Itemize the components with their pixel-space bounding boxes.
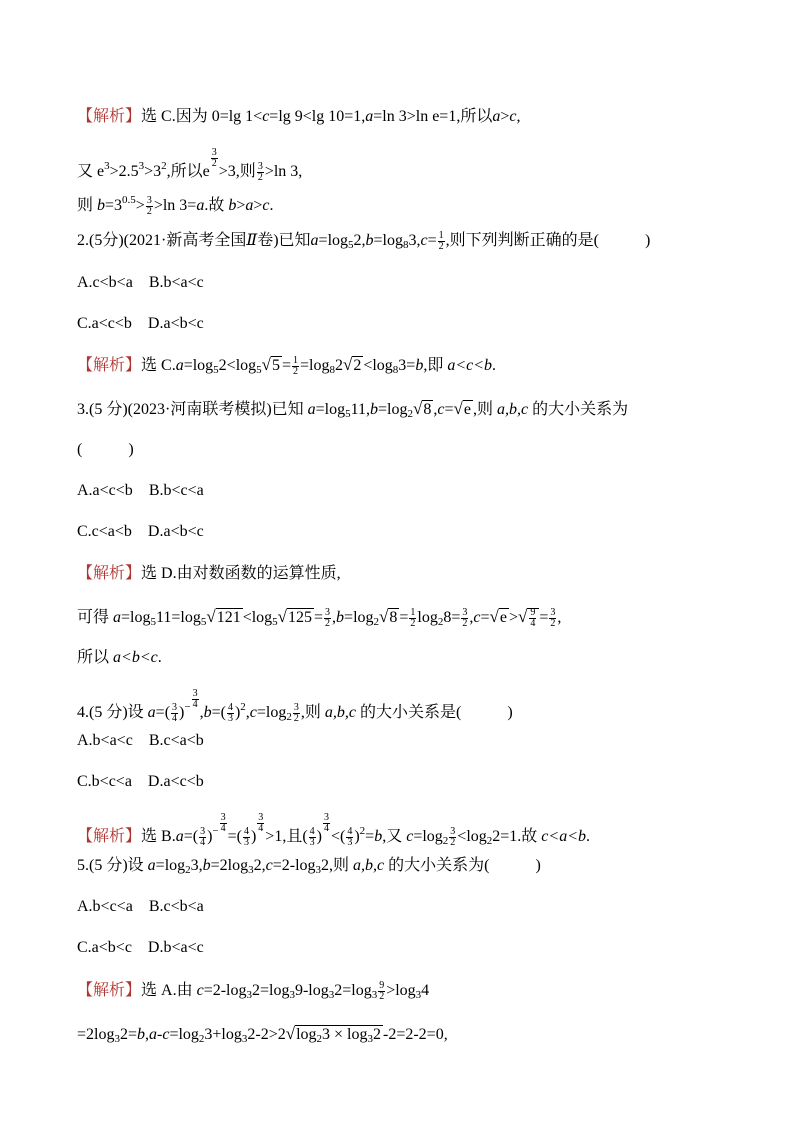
- q3-solution-line-2: 可得 a=log511=log5√121 <log5√125 = $\frac{3}{2}$ ,b=log2√8 = $\frac{1}{2}$ log28= $\frac{3}{2}$ ,c=√e >√ $\frac{9}{4}$ = $\frac{3}{2}$ ,: [77, 606, 562, 629]
- fraction: $\frac{4}{3}$: [309, 825, 315, 848]
- q3-option-a: A.a<c<b: [77, 482, 133, 499]
- q2-option-a: A.c<b<a: [77, 274, 133, 291]
- fraction: $\frac{3}{2}$: [550, 606, 556, 629]
- square-root: √e: [489, 607, 507, 626]
- q2-options-row-1: [77, 272, 204, 294]
- fraction: $\frac{3}{2}$: [293, 701, 299, 724]
- q2-option-b: B.b<a<c: [148, 274, 204, 291]
- fraction: $\frac{3}{4}$: [323, 812, 329, 834]
- q1-solution-line-1: 【解析】选 C.因为 0=lg 1<c=lg 9<lg 10=1,a=ln 3>ln e=1,所以a>c,: [77, 108, 521, 125]
- q2-option-c: C.a<c<b: [77, 315, 132, 332]
- fraction: $\frac{3}{2}$: [257, 160, 263, 183]
- analysis-tag: 【解析】: [77, 565, 142, 582]
- fraction: $\frac{3}{2}$: [462, 606, 468, 629]
- q5-option-c: C.a<b<c: [77, 939, 132, 956]
- analysis-tag: 【解析】: [77, 357, 142, 374]
- q2-option-d: D.a<b<c: [147, 315, 204, 332]
- fraction: $\frac{3}{2}$: [211, 147, 217, 169]
- square-root: √log23 × log32: [285, 1024, 381, 1045]
- fraction: $\frac{4}{3}$: [227, 701, 233, 724]
- square-root: √125: [277, 607, 313, 626]
- fraction: $\frac{3}{4}$: [200, 825, 206, 848]
- square-root: √8: [379, 607, 398, 626]
- square-root: √8: [413, 399, 432, 418]
- q4-option-b: B.c<a<b: [148, 732, 204, 749]
- fraction: $\frac{3}{4}$: [192, 688, 198, 710]
- analysis-tag: 【解析】: [77, 828, 142, 845]
- q4-solution: 【解析】选 B.a=( $\frac{3}{4}$ )− $\frac{3}{4}$ =( $\frac{4}{3}$ ) $\frac{3}{4}$ >1,且( $\frac{4}{3}$ ) $\frac{3}{4}$ <( $\frac{4}{3}$ )$^2$=b,又 c=log2 $\frac{3}{2}$ <log22=1.故 c<a<b.: [77, 812, 590, 848]
- fraction: $\frac{3}{2}$: [450, 825, 456, 848]
- q5-option-a: A.b<c<a: [77, 898, 133, 915]
- q3-option-c: C.c<a<b: [77, 523, 132, 540]
- q5-options-row-1: [77, 896, 204, 918]
- q4-options-row-2: [77, 771, 204, 793]
- fraction: $\frac{4}{3}$: [243, 825, 249, 848]
- q3-options-row-1: [77, 480, 204, 502]
- q3-option-b: B.b<c<a: [148, 482, 204, 499]
- analysis-tag: 【解析】: [77, 108, 142, 125]
- q2-solution: 【解析】选 C.a=log52<log5√5 = $\frac{1}{2}$ =log82√2 <log83=b,即 a<c<b.: [77, 354, 497, 377]
- q5-solution-line-1: 【解析】选 A.由 c=2-log32=log39-log32=log3 $\frac{9}{2}$ >log34: [77, 979, 430, 1002]
- fraction: $\frac{3}{4}$: [172, 701, 178, 724]
- square-root: √e: [453, 399, 471, 418]
- fraction: $\frac{1}{2}$: [438, 229, 444, 252]
- q3-solution-line-3: 所以 a<b<c.: [77, 649, 162, 666]
- square-root: √ $\frac{9}{4}$: [518, 606, 539, 629]
- fraction: $\frac{9}{4}$: [530, 606, 536, 629]
- fraction: $\frac{3}{4}$: [258, 812, 264, 834]
- q3-options-row-2: [77, 521, 204, 543]
- q5-option-b: B.c<b<a: [148, 898, 204, 915]
- fraction: $\frac{3}{2}$: [325, 606, 331, 629]
- fraction: $\frac{1}{2}$: [293, 354, 299, 377]
- q4-option-c: C.b<c<a: [77, 773, 132, 790]
- fraction: $\frac{3}{4}$: [220, 812, 226, 834]
- q2-stem: 2.(5分)(2021·新高考全国Ⅱ卷)已知a=log52,b=log83,c= $\frac{1}{2}$ ,则下列判断正确的是( ): [77, 229, 651, 252]
- analysis-tag: 【解析】: [77, 982, 142, 999]
- q1-solution-line-2: 又 $e^3>2.5^3>3^2$,所以e $\frac{3}{2}$ >3,则 $\frac{3}{2}$ >ln 3,: [77, 147, 303, 183]
- square-root: √2: [342, 355, 362, 374]
- q2-options-row-2: [77, 313, 204, 335]
- q1-solution-line-3: 则 $b=3^{0.5}>$ $\frac{3}{2}$ >ln 3=a.故 b>a>c.: [77, 194, 274, 217]
- q4-options-row-1: [77, 730, 204, 752]
- square-root: √5: [261, 355, 280, 374]
- q3-solution-line-1: 【解析】选 D.由对数函数的运算性质,: [77, 565, 341, 582]
- fraction: $\frac{4}{3}$: [347, 825, 353, 848]
- fraction: $\frac{1}{2}$: [410, 606, 416, 629]
- q4-option-a: A.b<a<c: [77, 732, 133, 749]
- square-root: √121: [206, 607, 241, 626]
- q4-stem: 4.(5 分)设 a=( $\frac{3}{4}$ )− $\frac{3}{4}$ ,b=( $\frac{4}{3}$ )$^2$,c=log2 $\frac{3}{2}$ ,则 a,b,c 的大小关系是( ): [77, 688, 513, 724]
- fraction: $\frac{9}{2}$: [379, 979, 385, 1002]
- q3-option-d: D.a<b<c: [147, 523, 204, 540]
- q5-option-d: D.b<a<c: [147, 939, 204, 956]
- q5-solution-line-2: =2log32=b,a-c=log23+log32-2>2√log23 × log32 -2=2-2=0,: [77, 1023, 448, 1050]
- q3-stem-paren: ( ): [77, 441, 134, 458]
- fraction: $\frac{3}{2}$: [146, 194, 152, 217]
- q5-stem: 5.(5 分)设 a=log23,b=2log32,c=2-log32,则 a,b,c 的大小关系为( ): [77, 857, 541, 876]
- q3-stem: 3.(5 分)(2023·河南联考模拟)已知 a=log511,b=log2√8 ,c=√e ,则 a,b,c 的大小关系为: [77, 399, 629, 420]
- q4-option-d: D.a<c<b: [147, 773, 204, 790]
- q5-options-row-2: [77, 937, 204, 959]
